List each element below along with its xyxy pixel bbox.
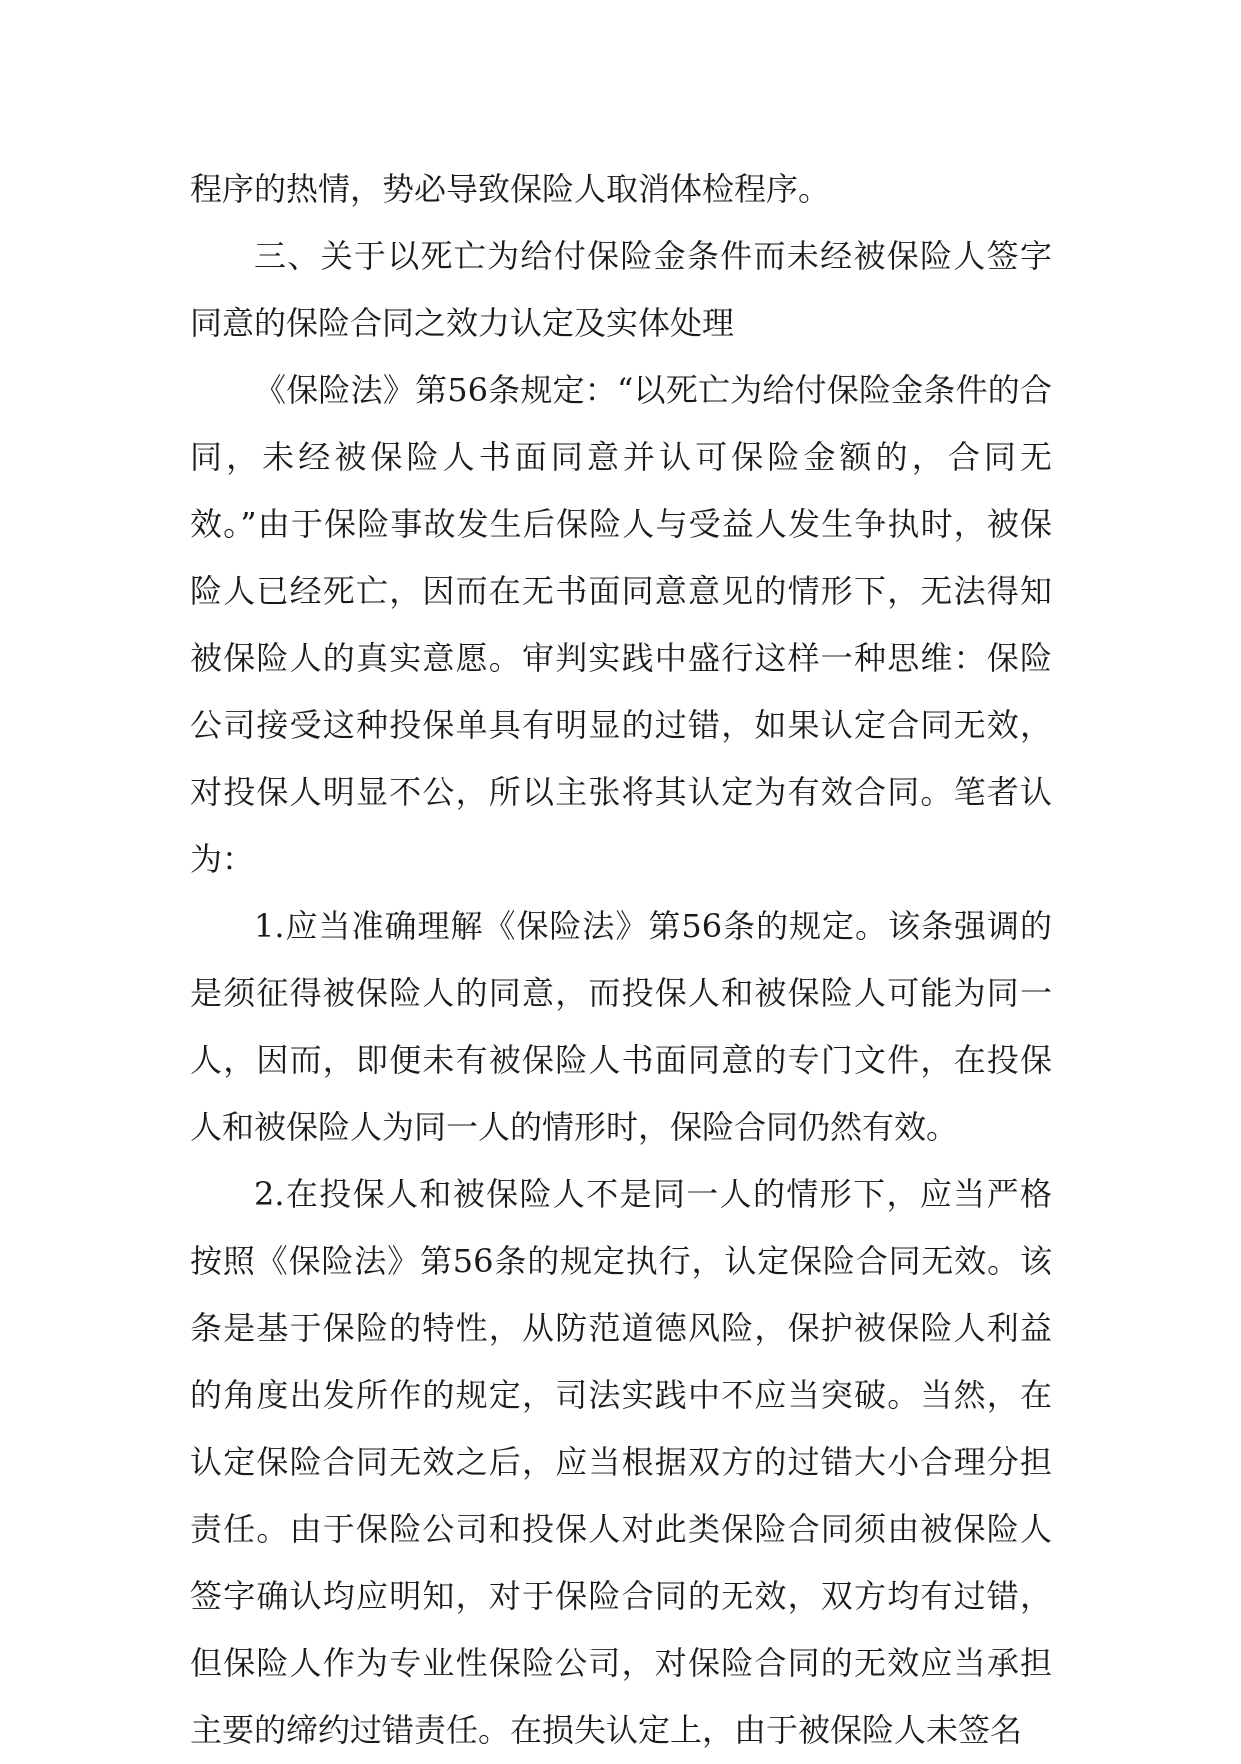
section-heading: 三、关于以死亡为给付保险金条件而未经被保险人签字同意的保险合同之效力认定及实体处理	[190, 237, 1052, 342]
paragraph-continuation: 程序的热情，势必导致保险人取消体检程序。	[190, 170, 831, 208]
document-body	[190, 156, 1052, 1764]
paragraph-point-2: 2.在投保人和被保险人不是同一人的情形下，应当严格按照《保险法》第56条的规定执行，认定保险合同无效。该条是基于保险的特性，从防范道德风险，保护被保险人利益的角度出发所作的规定，司法实践中不应当突破。当然，在认定保险合同无效之后，应当根据双方的过错大小合理分担责任。由于保险公司和投保人对此类保险合同须由被保险人签字确认均应明知，对于保险合同的无效，双方均有过错，但保险人作为专业性保险公司，对保险合同的无效应当承担主要的缔约过错责任。在损失认定上，由于被保险人未签名	[190, 1175, 1052, 1749]
paragraph-article-56: 《保险法》第56条规定：“以死亡为给付保险金条件的合同，未经被保险人书面同意并认可保险金额的，合同无效。”由于保险事故发生后保险人与受益人发生争执时，被保险人已经死亡，因而在无书面同意意见的情形下，无法得知被保险人的真实意愿。审判实践中盛行这样一种思维：保险公司接受这种投保单具有明显的过错，如果认定合同无效，对投保人明显不公，所以主张将其认定为有效合同。笔者认为：	[190, 371, 1052, 878]
paragraph-point-1: 1.应当准确理解《保险法》第56条的规定。该条强调的是须征得被保险人的同意，而投保人和被保险人可能为同一人，因而，即便未有被保险人书面同意的专门文件，在投保人和被保险人为同一人的情形时，保险合同仍然有效。	[190, 907, 1052, 1146]
